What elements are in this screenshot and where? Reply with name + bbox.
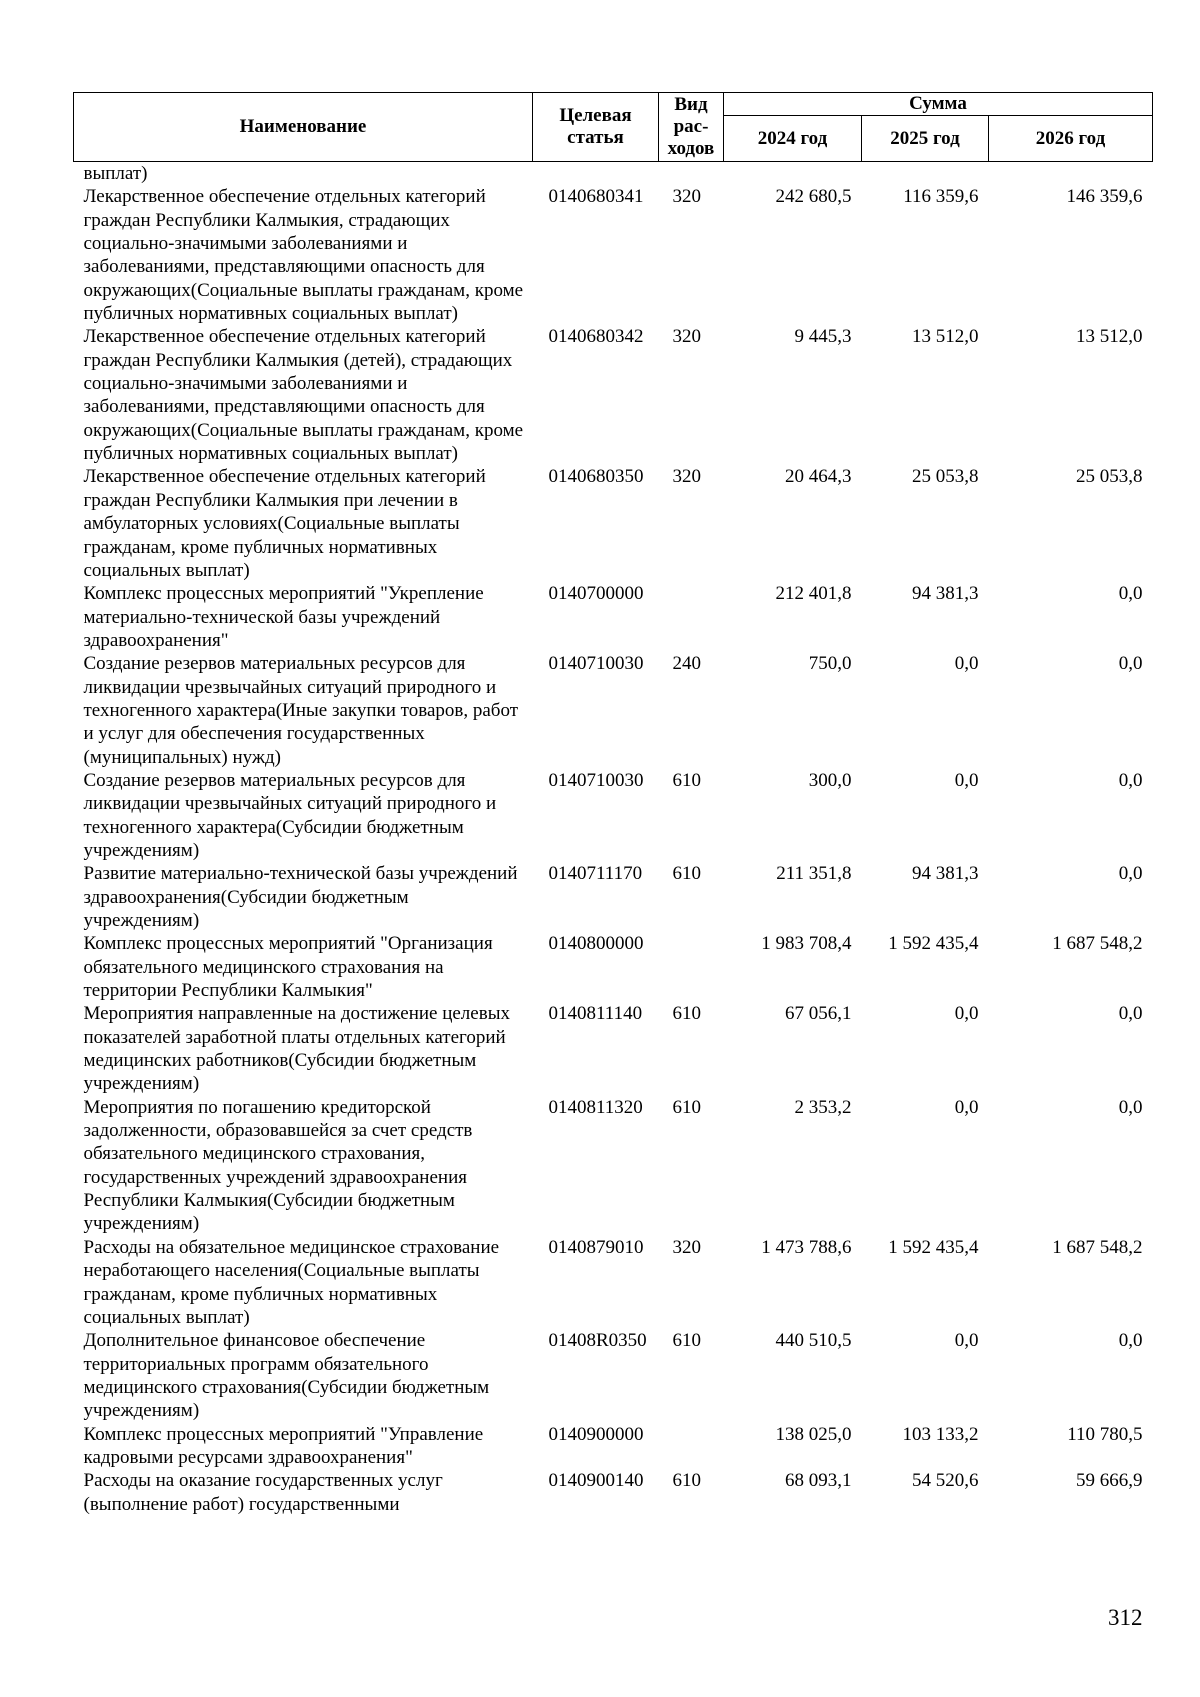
row-vid: 610 (672, 863, 701, 885)
header-year-2024: 2024 год (724, 116, 862, 162)
row-code: 0140900000 (548, 1423, 644, 1445)
header-sum: Сумма (724, 93, 1153, 116)
row-vid (659, 1423, 724, 1470)
row-amount-2025: 0,0 (954, 769, 979, 791)
row-amount-2026: 146 359,6 (1066, 186, 1143, 208)
table-row (74, 1423, 1153, 1470)
row-code: 01408R0350 (548, 1330, 647, 1352)
row-amount-2024: 211 351,8 (776, 863, 852, 885)
row-amount-2026: 0,0 (1118, 653, 1143, 675)
page-number: 312 (1108, 1605, 1143, 1630)
row-code: 0140811320 (548, 1096, 643, 1118)
row-amount-2025: 94 381,3 (912, 583, 979, 605)
row-code: 0140711170 (548, 863, 643, 885)
table-row (74, 1096, 1153, 1236)
row-name: Создание резервов материальных ресурсов для ликвидации чрезвычайных ситуаций природного и техногенного характера(Субсидии бюджетным учреждениям) (83, 769, 497, 861)
header-year-2026: 2026 год (989, 116, 1153, 162)
table-header (74, 93, 1153, 162)
row-amount-2024: 2 353,2 (794, 1096, 852, 1118)
row-amount-2024: 1 983 708,4 (761, 933, 852, 955)
table-row (74, 582, 1153, 652)
row-vid: 320 (672, 326, 701, 348)
row-amount-2026: 0,0 (1118, 1330, 1143, 1352)
row-amount-2025: 116 359,6 (903, 186, 979, 208)
row-vid: 240 (672, 653, 701, 675)
row-name: Лекарственное обеспечение отдельных категорий граждан Республики Калмыкия (детей), страдающих социально-значимыми заболеваниями и заболеваниями, представляющими опасность для окружающих(Социальные выплаты гражданам, кроме публичных нормативных социальных выплат) (83, 326, 524, 465)
row-amount-2024 (724, 162, 862, 186)
row-amount-2024: 1 473 788,6 (761, 1236, 852, 1258)
header-vid: Вид рас-ходов (659, 93, 724, 162)
row-code: 0140680341 (548, 186, 644, 208)
row-name: Расходы на обязательное медицинское страхование неработающего населения(Социальные выплаты гражданам, кроме публичных нормативных социальных выплат) (83, 1236, 500, 1328)
table-row (74, 862, 1153, 932)
row-amount-2026: 1 687 548,2 (1052, 1236, 1143, 1258)
row-code: 0140710030 (548, 653, 644, 675)
row-amount-2024: 242 680,5 (775, 186, 852, 208)
table-row (74, 1469, 1153, 1516)
row-amount-2026 (989, 162, 1153, 186)
row-amount-2026: 59 666,9 (1076, 1470, 1143, 1492)
table-row (74, 652, 1153, 769)
row-code: 0140879010 (548, 1236, 644, 1258)
row-name: Дополнительное финансовое обеспечение территориальных программ обязательного медицинского страхования(Субсидии бюджетным учреждениям) (83, 1330, 490, 1422)
row-vid (659, 582, 724, 652)
table-row (74, 185, 1153, 325)
row-name: Комплекс процессных мероприятий "Управление кадровыми ресурсами здравоохранения" (83, 1423, 484, 1468)
row-code: 0140710030 (548, 769, 644, 791)
row-amount-2024: 300,0 (808, 769, 852, 791)
row-amount-2025: 0,0 (954, 1330, 979, 1352)
row-amount-2024: 138 025,0 (775, 1423, 852, 1445)
row-amount-2026: 0,0 (1118, 1096, 1143, 1118)
row-amount-2024: 750,0 (808, 653, 852, 675)
row-vid: 610 (672, 1003, 701, 1025)
row-amount-2025: 0,0 (954, 1096, 979, 1118)
row-amount-2026: 1 687 548,2 (1052, 933, 1143, 955)
row-name: выплат) (83, 163, 148, 184)
row-amount-2026: 13 512,0 (1076, 326, 1143, 348)
row-amount-2026: 0,0 (1118, 1003, 1143, 1025)
row-name: Лекарственное обеспечение отдельных категорий граждан Республики Калмыкия при лечении в амбулаторных условиях(Социальные выплаты гражданам, кроме публичных нормативных социальных выплат) (83, 466, 486, 581)
row-amount-2026: 0,0 (1118, 863, 1143, 885)
table-row (74, 932, 1153, 1002)
row-name: Создание резервов материальных ресурсов для ликвидации чрезвычайных ситуаций природного и техногенного характера(Иные закупки товаров, работ и услуг для обеспечения государственных (муниципальных) нужд) (83, 653, 519, 768)
header-name: Наименование (74, 93, 533, 162)
row-amount-2025: 25 053,8 (912, 466, 979, 488)
row-vid: 610 (672, 1470, 701, 1492)
row-amount-2025: 0,0 (954, 653, 979, 675)
table-row (74, 1002, 1153, 1095)
row-vid (659, 932, 724, 1002)
row-code: 0140700000 (548, 583, 644, 605)
row-name: Комплекс процессных мероприятий "Укрепление материально-технической базы учреждений здравоохранения" (83, 583, 484, 651)
row-amount-2025: 1 592 435,4 (888, 1236, 979, 1258)
table-row (74, 1236, 1153, 1329)
row-amount-2024: 20 464,3 (785, 466, 852, 488)
row-vid: 610 (672, 1096, 701, 1118)
row-amount-2025 (862, 162, 989, 186)
row-name: Развитие материально-технической базы учреждений здравоохранения(Субсидии бюджетным учреждениям) (83, 863, 518, 931)
row-amount-2026: 0,0 (1118, 769, 1143, 791)
table-row (74, 465, 1153, 582)
row-amount-2024: 68 093,1 (785, 1470, 852, 1492)
row-amount-2024: 212 401,8 (775, 583, 852, 605)
row-code: 0140900140 (548, 1470, 644, 1492)
row-name: Расходы на оказание государственных услуг (выполнение работ) государственными (83, 1470, 443, 1515)
budget-table (73, 92, 1153, 1516)
row-amount-2024: 9 445,3 (794, 326, 852, 348)
row-name: Мероприятия по погашению кредиторской задолженности, образовавшейся за счет средств обязательного медицинского страхования, государственных учреждений здравоохранения Республики Калмыкия(Субсидии бюджетным учреждениям) (83, 1096, 473, 1235)
table-row (74, 769, 1153, 862)
row-amount-2024: 440 510,5 (775, 1330, 852, 1352)
row-vid: 320 (672, 466, 701, 488)
budget-table-page (73, 92, 1152, 1516)
row-amount-2025: 103 133,2 (902, 1423, 979, 1445)
table-body (74, 162, 1153, 1516)
row-vid: 610 (672, 1330, 701, 1352)
row-amount-2026: 25 053,8 (1076, 466, 1143, 488)
row-amount-2025: 0,0 (954, 1003, 979, 1025)
header-code: Целевая статья (533, 93, 659, 162)
row-code: 0140680342 (548, 326, 644, 348)
row-code: 0140811140 (548, 1003, 643, 1025)
table-row (74, 1329, 1153, 1422)
row-amount-2026: 0,0 (1118, 583, 1143, 605)
row-name: Лекарственное обеспечение отдельных категорий граждан Республики Калмыкия, страдающих социально-значимыми заболеваниями и заболеваниями, представляющими опасность для окружающих(Социальные выплаты гражданам, кроме публичных нормативных социальных выплат) (83, 186, 524, 325)
row-amount-2026: 110 780,5 (1067, 1423, 1143, 1445)
row-vid: 320 (672, 186, 701, 208)
row-amount-2025: 54 520,6 (912, 1470, 979, 1492)
row-name: Комплекс процессных мероприятий "Организация обязательного медицинского страхования на территории Республики Калмыкия" (83, 933, 493, 1002)
header-year-2025: 2025 год (862, 116, 989, 162)
row-code: 0140680350 (548, 466, 644, 488)
table-row (74, 325, 1153, 465)
row-amount-2025: 1 592 435,4 (888, 933, 979, 955)
row-vid: 610 (672, 769, 701, 791)
row-code: 0140800000 (548, 933, 644, 955)
row-vid (659, 162, 724, 186)
row-amount-2025: 13 512,0 (912, 326, 979, 348)
row-name: Мероприятия направленные на достижение целевых показателей заработной платы отдельных категорий медицинских работников(Субсидии бюджетным учреждениям) (83, 1003, 510, 1095)
table-row (74, 162, 1153, 186)
row-vid: 320 (672, 1236, 701, 1258)
row-code (533, 162, 659, 186)
row-amount-2024: 67 056,1 (785, 1003, 852, 1025)
row-amount-2025: 94 381,3 (912, 863, 979, 885)
